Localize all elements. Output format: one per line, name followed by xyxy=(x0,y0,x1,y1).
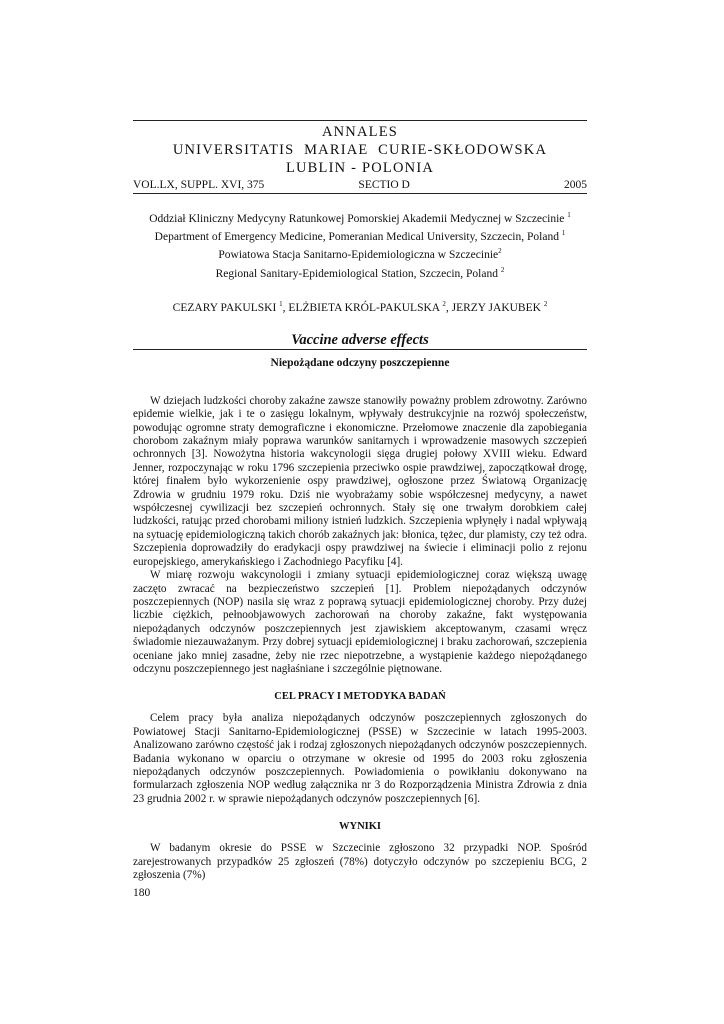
journal-title-city: LUBLIN - POLONIA xyxy=(285,160,435,176)
affiliation-line: Department of Emergency Medicine, Pomeranian Medical University, Szczecin, Poland $^1$ xyxy=(154,229,566,244)
page-number: 180 xyxy=(133,887,151,900)
affiliations xyxy=(133,208,587,281)
author-name: JERZY JAKUBEK xyxy=(451,301,541,314)
year-info: 2005 xyxy=(563,179,587,191)
affiliation-line: Oddział Kliniczny Medycyny Ratunkowej Pomorskiej Akademii Medycznej w Szczecinie $^1$ xyxy=(149,211,571,225)
header-top-rule xyxy=(133,120,587,121)
header-bottom-rule xyxy=(133,193,587,194)
author-name: ELŻBIETA KRÓL-PAKULSKA xyxy=(288,301,440,314)
page-content xyxy=(133,120,587,900)
journal-title-university: UNIVERSITATIS MARIAE CURIE-SKŁODOWSKA xyxy=(172,142,548,158)
title-rule xyxy=(133,349,587,350)
journal-meta-line xyxy=(133,178,587,192)
body-paragraph: W miarę rozwoju wakcynologii i zmiany sytuacji epidemiologicznej coraz większą uwagę zaczęto zwracać na bezpieczeństwo szczepień [1]. Problem niepożądanych odczynów poszczepiennych (NOP) nasila się wraz z poprawą sytuacji epidemiologicznej choroby. Przy dużej liczbie ciężkich, pełnoobjawowych zachorowań na choroby zakaźne, fakt występowania niepożądanych odczynów poszczepiennych jest zjawiskiem akceptowanym, czasami wręcz świadomie niezauważanym. Przy dobrej sytuacji epidemiologicznej i braku zachorowań, szczepienia oceniane jako mniej zasadne, żeby nie rzec niepotrzebne, a wystąpienie każdego niepożądanego odczynu poszczepiennego jest nagłaśniane i szczególnie piętnowane. xyxy=(133,569,587,675)
author-name: CEZARY PAKULSKI xyxy=(172,301,277,314)
body-paragraph: W dziejach ludzkości choroby zakaźne zawsze stanowiły poważny problem zdrowotny. Zarówno epidemie wielkie, jak i te o zasięgu lokalnym, wpływały destrukcyjnie na rozwój społeczeństw, powodując ogromne straty demograficzne i ekonomiczne. Przełomowe znaczenie dla zapobiegania chorobom zakaźnym miały poprawa warunków sanitarnych i wprowadzenie masowych szczepień ochronnych [3]. Nowożytna historia wakcynologii sięga drugiej połowy XVIII wieku. Edward Jenner, rozpoczynając w roku 1796 szczepienia przeciwko ospie prawdziwej, zapoczątkował drogę, której finałem było wykorzenienie ospy prawdziwej, ogłoszone przez Światową Organizację Zdrowia w grudniu 1979 roku. Dziś nie wyobrażamy sobie współczesnej medycyny, a nawet współczesnej cywilizacji bez szczepień ochronnych. Stały się one trwałym dorobkiem całej ludzkości, ratując przed chorobami miliony istnień ludzkich. Szczepienia wpłynęły i nadal wpływają na sytuację epidemiologiczną takich chorób zakaźnych jak: błonica, tężec, dur plamisty, czy też odra. Szczepienia doprowadziły do eradykacji ospy prawdziwej na świecie i eliminacji polio z rejonu europejskiego, amerykańskiego i Zachodniego Pacyfiku [4]. xyxy=(133,394,587,568)
volume-info: VOL.LX, SUPPL. XVI, 375 xyxy=(133,179,265,191)
article-title-polish: Niepożądane odczyny poszczepienne xyxy=(270,356,450,369)
journal-title-annales: ANNALES xyxy=(321,124,399,140)
section-info: SECTIO D xyxy=(358,179,410,191)
section-heading-methods: CEL PRACY I METODYKA BADAŃ xyxy=(274,691,446,703)
body-paragraph: W badanym okresie do PSSE w Szczecinie zgłoszono 32 przypadki NOP. Spośród zarejestrowanych przypadków 25 zgłoszeń (78%) dotyczyło odczynów po szczepieniu BCG, 2 zgłoszenia (7%) xyxy=(133,842,587,881)
body-paragraph: Celem pracy była analiza niepożądanych odczynów poszczepiennych zgłoszonych do Powiatowej Stacji Sanitarno-Epidemiologicznej (PSSE) w Szczecinie w latach 1995-2003. Analizowano zarówno częstość jak i rodzaj zgłoszonych niepożądanych odczynów poszczepiennych. Badania wykonano w oparciu o otrzymane w okresie od 1995 do 2003 roku zgłoszenia niepożądanych odczynów poszczepiennych. Powiadomienia o powikłaniu dokonywano na formularzach zgłoszenia NOP według załącznika nr 3 do Rozporządzenia Ministra Zdrowia z dnia 23 grudnia 2002 r. w sprawie niepożądanych odczynów poszczepiennych [6]. xyxy=(133,712,587,805)
article-title-english: Vaccine adverse effects xyxy=(291,331,429,348)
affiliation-line: Regional Sanitary-Epidemiological Station, Szczecin, Poland $^2$ xyxy=(215,265,505,280)
authors-line: CEZARY PAKULSKI $^1$, ELŻBIETA KRÓL-PAKULSKA $^2$, JERZY JAKUBEK $^2$ xyxy=(172,299,548,314)
article-body xyxy=(133,395,587,883)
section-heading-results: WYNIKI xyxy=(338,821,381,833)
affiliation-line: Powiatowa Stacja Sanitarno-Epidemiologiczna w Szczecinie$^2$ xyxy=(218,247,502,262)
